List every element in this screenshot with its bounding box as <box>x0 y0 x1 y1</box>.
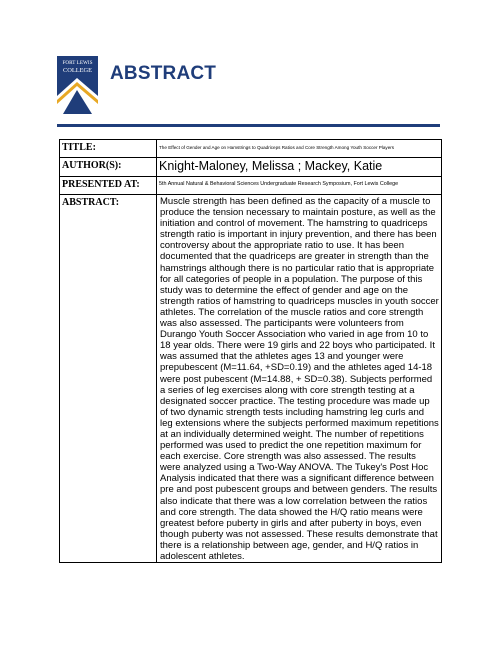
title-value: The Effect of Gender and Age on Hamstrings to Quadriceps Ratios and Core Strength Among Youth Soccer Players <box>157 140 442 158</box>
logo-line1: FORT LEWIS <box>62 60 93 66</box>
heading-divider <box>57 124 440 127</box>
authors-row <box>60 158 442 177</box>
abstract-row <box>60 195 442 563</box>
abstract-info-table <box>59 139 442 563</box>
page-heading: ABSTRACT <box>110 63 217 84</box>
presented-row <box>60 177 442 195</box>
logo-line2: COLLEGE <box>62 67 93 74</box>
title-label: TITLE: <box>60 140 157 158</box>
presented-value: 5th Annual Natural & Behavioral Sciences Undergraduate Research Symposium, Fort Lewis College <box>157 177 442 195</box>
abstract-text: Muscle strength has been defined as the capacity of a muscle to produce the tension necessary to maintain posture, as well as the initiation and control of movement. The hamstring to quadriceps strength ratio is important in injury prevention, and there has been controversy about the appropriate ratio to use. It has been documented that the quadriceps are greater in strength than the hamstrings although there is no particular ratio that is appropriate for all categories of people in a population. The purpose of this study was to determine the effect of gender and age on the strength ratios of hamstring to quadriceps muscles in youth soccer athletes. The correlation of the muscle ratios and core strength was also assessed. The participants were volunteers from Durango Youth Soccer Association who varied in age from 10 to 18 year olds. There were 19 girls and 22 boys who participated. It was assumed that the athletes ages 13 and younger were prepubescent (M=11.64, +SD=0.19) and the athletes aged 14-18 were post pubescent (M=14.88, + SD=0.38). Subjects performed a series of leg exercises along with core strength testing at a designated soccer practice. The testing procedure was made up of two dynamic strength tests including hamstring leg curls and leg extensions where the subjects performed maximum repetitions at an individually determined weight. The number of repetitions performed was used to predict the one repetition maximum for each exercise. Core strength was also assessed. The results were analyzed using a Two-Way ANOVA. The Tukey's Post Hoc Analysis indicated that there was a significant difference between pre and post pubescent groups and between genders. The results also indicate that there was a low correlation between the ratios and core strength. The data showed the H/Q ratio means were greatest before puberty in girls and after puberty in boys, even though puberty was not assessed. These results demonstrate that there is a relationship between age, gender, and H/Q ratios in adolescent athletes. <box>157 195 442 563</box>
college-logo-icon <box>57 56 98 114</box>
college-logo <box>57 56 98 114</box>
authors-label: AUTHOR(S): <box>60 158 157 177</box>
presented-label: PRESENTED AT: <box>60 177 157 195</box>
title-row <box>60 140 442 158</box>
abstract-label: ABSTRACT: <box>60 195 157 563</box>
authors-value: Knight-Maloney, Melissa ; Mackey, Katie <box>157 158 442 177</box>
